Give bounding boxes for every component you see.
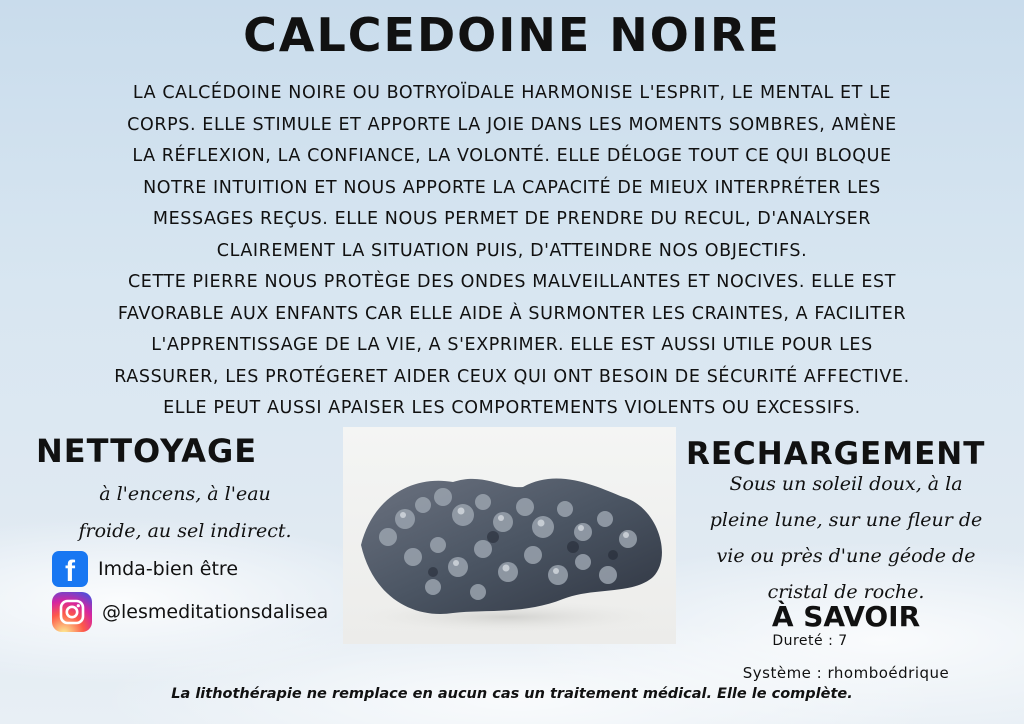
- instagram-label: @lesmeditationsdalisea: [102, 601, 329, 623]
- description-line: CORPS. ELLE STIMULE ET APPORTE LA JOIE DANS LES MOMENTS SOMBRES, AMÈNE: [127, 114, 897, 135]
- a-savoir-heading: À SAVOIR: [771, 600, 921, 633]
- systeme-text: Système : rhomboédrique: [742, 664, 950, 682]
- rechargement-line: Sous un soleil doux, à la: [729, 473, 963, 495]
- nettoyage-text: [30, 476, 340, 550]
- description-line: CLAIREMENT LA SITUATION PUIS, D'ATTEINDRE NOS OBJECTIFS.: [216, 240, 808, 261]
- description-line: LA RÉFLEXION, LA CONFIANCE, LA VOLONTÉ. ELLE DÉLOGE TOUT CE QUI BLOQUE: [132, 146, 892, 166]
- stone-description: [20, 78, 1004, 425]
- rechargement-line: cristal de roche.: [767, 581, 925, 603]
- rechargement-heading: RECHARGEMENT: [686, 436, 986, 472]
- description-line: CETTE PIERRE NOUS PROTÈGE DES ONDES MALVEILLANTES ET NOCIVES. ELLE EST: [127, 272, 897, 292]
- rechargement-line: vie ou près d'une géode de: [716, 545, 976, 567]
- facebook-link[interactable]: [52, 551, 238, 587]
- stone-photo: [343, 427, 676, 644]
- instagram-icon: [52, 592, 92, 632]
- facebook-icon: f: [52, 551, 88, 587]
- nettoyage-line: à l'encens, à l'eau: [99, 483, 271, 505]
- description-line: FAVORABLE AUX ENFANTS CAR ELLE AIDE À SURMONTER LES CRAINTES, A FACILITER: [117, 303, 907, 324]
- description-line: LA CALCÉDOINE NOIRE OU BOTRYOÏDALE HARMONISE L'ESPRIT, LE MENTAL ET LE: [132, 83, 892, 103]
- facebook-label: Imda-bien être: [98, 558, 239, 580]
- page-title: CALCEDOINE NOIRE: [243, 8, 781, 62]
- description-line: RASSURER, LES PROTÉGERET AIDER CEUX QUI ONT BESOIN DE SÉCURITÉ AFFECTIVE.: [114, 366, 910, 387]
- description-line: NOTRE INTUITION ET NOUS APPORTE LA CAPACITÉ DE MIEUX INTERPRÉTER LES: [143, 177, 881, 198]
- description-line: ELLE PEUT AUSSI APAISER LES COMPORTEMENTS VIOLENTS OU EXCESSIFS.: [163, 398, 861, 418]
- durete-text: Dureté : 7: [772, 633, 848, 649]
- description-line: MESSAGES REÇUS. ELLE NOUS PERMET DE PRENDRE DU RECUL, D'ANALYSER: [152, 209, 872, 229]
- rechargement-text: [676, 466, 1016, 610]
- rechargement-line: pleine lune, sur une fleur de: [709, 509, 983, 531]
- nettoyage-heading: NETTOYAGE: [36, 432, 258, 470]
- instagram-link[interactable]: [52, 592, 328, 632]
- description-line: L'APPRENTISSAGE DE LA VIE, A S'EXPRIMER. ELLE EST AUSSI UTILE POUR LES: [151, 335, 873, 355]
- medical-disclaimer: La lithothérapie ne remplace en aucun cas un traitement médical. Elle le complète.: [171, 686, 853, 702]
- nettoyage-line: froide, au sel indirect.: [78, 520, 292, 542]
